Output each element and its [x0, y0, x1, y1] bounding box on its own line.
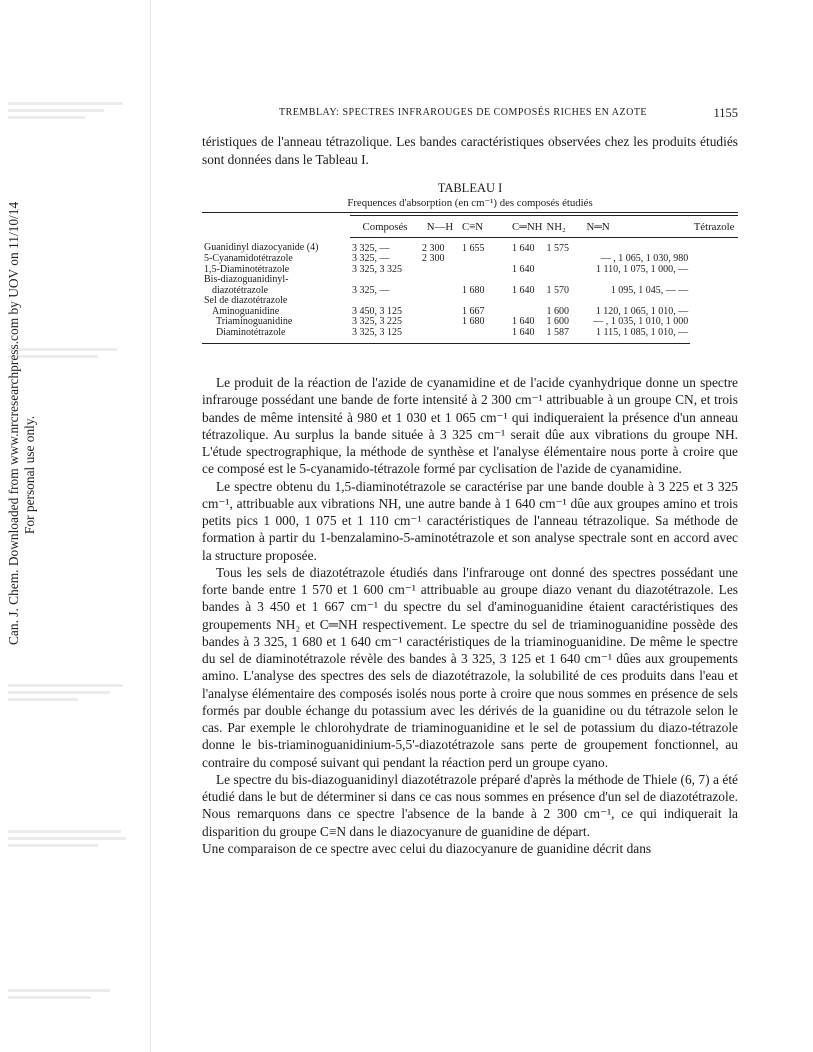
cell-name: Diaminotétrazole [202, 328, 350, 344]
cell-cn: 2 300 [422, 253, 445, 264]
cell-cn [420, 286, 460, 297]
cell-name: Guanidinyl diazocyanide (4) [204, 242, 319, 253]
cell-nh: 3 325, 3 225 [352, 316, 402, 327]
cell-tet [584, 275, 690, 286]
cell-cnh: 1 667 [462, 305, 485, 317]
col-header-nh: N—H [420, 216, 460, 238]
col-header-cn: C≡N [460, 216, 510, 238]
col-header-tetrazole: Tétrazole [690, 216, 738, 238]
cell-nn: 1 600 [546, 316, 569, 327]
col-header-composes: Composés [350, 216, 420, 238]
cell-tet: 1 110, 1 075, 1 000, — [596, 263, 689, 275]
cell-cn: 2 300 [422, 242, 445, 254]
cell-nh: 3 325, — [352, 242, 390, 254]
col-header-nn: N═N [584, 216, 690, 238]
cell-tet: 1 120, 1 065, 1 010, — [595, 305, 689, 317]
cell-name: Bis-diazoguanidinyl- [204, 274, 289, 285]
cell-cnh: 1 680 [462, 316, 485, 327]
paragraph: Le spectre du bis-diazoguanidinyl diazotétrazole préparé d'après la méthode de Thiele (6, 7) a été étudié dans le but de déterminer si dans ce cas nous sommes en présence d'un sel de diazotétrazole. Nous remarquons dans ce spectre l'absence de la bande à 2 300 cm⁻¹, ce qui indiquerait la disparition du groupe C≡N dans le diazocyanure de guanidine de départ. [202, 771, 738, 839]
table-row [202, 317, 738, 328]
lead-paragraph: téristiques de l'anneau tétrazolique. Les bandes caractéristiques observées chez les produits étudiés sont données dans le Tableau I. [202, 134, 738, 167]
cell-tet [584, 237, 690, 254]
col-header-nh2: NH₂ [544, 216, 584, 238]
paragraph: Le spectre obtenu du 1,5-diaminotétrazole se caractérise par une bande double à 3 225 et 3 325 cm⁻¹, attribuable aux vibrations NH, une autre bande à 1 640 cm⁻¹ dûe aux groupes amino et trois petits pics 1 000, 1 075 et 1 110 cm⁻¹ caractéristiques de l'anneau tétrazolique. Sa méthode de formation à partir du 1-benzalamino-5-aminotétrazole et son analyse spectrale sont en accord avec la structure proposée. [202, 478, 738, 563]
cell-nh: 3 450, 3 125 [352, 305, 402, 317]
table-row [202, 275, 738, 286]
cell-nh [350, 296, 420, 307]
body-text [202, 374, 738, 857]
watermark-line-1: Can. J. Chem. Downloaded from www.nrcresearchpress.com by UOV on 11/10/14 [6, 201, 21, 645]
faint-bleedthrough [8, 985, 136, 1003]
cell-cnh [460, 296, 510, 307]
table-row [202, 237, 738, 254]
cell-nn: 1 600 [546, 305, 569, 317]
cell-cnh [460, 275, 510, 286]
cell-tet: 1 095, 1 045, — — [610, 284, 689, 296]
cell-cn [420, 328, 460, 344]
cell-cn [420, 296, 460, 307]
cell-name: Aminoguanidine [212, 305, 280, 317]
cell-nn: 1 575 [546, 242, 569, 254]
cell-tet: — , 1 065, 1 030, 980 [600, 253, 689, 264]
cell-nn [544, 275, 584, 286]
cell-name: Triaminoguanidine [216, 316, 293, 327]
cell-cn [420, 275, 460, 286]
col-header-cnh: C═NH [510, 216, 544, 238]
table-header-row [202, 216, 738, 238]
cell-cnh [460, 328, 510, 344]
download-watermark [6, 201, 66, 645]
cell-tet [584, 296, 690, 307]
cell-name: Sel de diazotétrazole [204, 295, 288, 306]
cell-cn [420, 317, 460, 328]
cell-nh2: 1 640 [512, 242, 535, 254]
cell-nh2 [510, 254, 544, 265]
cell-nh: 3 325, — [352, 253, 390, 264]
cell-cn [420, 265, 460, 276]
watermark-line-2: For personal use only. [21, 415, 37, 535]
paragraph: Une comparaison de ce spectre avec celui du diazocyanure de guanidine décrit dans [202, 840, 652, 856]
faint-bleedthrough [8, 98, 136, 123]
faint-bleedthrough [8, 826, 136, 851]
cell-name: diazotétrazole [212, 284, 269, 296]
cell-nh: 3 325, 3 125 [350, 328, 420, 344]
absorption-table [202, 215, 738, 344]
cell-nh2 [510, 296, 544, 307]
page-number: 1155 [713, 106, 738, 120]
cell-nh2: 1 640 [512, 263, 535, 275]
table-top-rule [202, 212, 738, 213]
table-row [202, 296, 738, 307]
cell-nn: 1 570 [546, 284, 569, 296]
cell-nh2: 1 640 [510, 328, 544, 344]
cell-name: 1,5-Diaminotétrazole [204, 263, 290, 275]
cell-tet: 1 115, 1 085, 1 010, — [584, 328, 690, 344]
cell-nn [544, 296, 584, 307]
table-row [202, 254, 738, 265]
cell-nh: 3 325, 3 325 [352, 263, 402, 275]
faint-bleedthrough [8, 680, 136, 705]
running-title: TREMBLAY: SPECTRES INFRAROUGES DE COMPOSÉS RICHES EN AZOTE [279, 107, 648, 118]
cell-nn [544, 254, 584, 265]
cell-cn [420, 307, 460, 318]
cell-name: 5-Cyanamidotétrazole [204, 253, 293, 264]
cell-nh: 3 325, — [352, 284, 390, 296]
cell-nn [544, 265, 584, 276]
cell-cnh: 1 655 [462, 242, 485, 254]
cell-nn: 1 587 [544, 328, 584, 344]
table-row [202, 328, 738, 344]
cell-cnh: 1 680 [462, 284, 485, 296]
cell-nh [350, 275, 420, 286]
cell-nh2: 1 640 [512, 284, 535, 296]
table-subcaption: Frequences d'absorption (en cm⁻¹) des composés étudiés [347, 197, 593, 209]
table-caption: TABLEAU I [437, 181, 503, 195]
cell-nh2 [510, 275, 544, 286]
cell-nh2: 1 640 [512, 316, 535, 327]
cell-cnh [460, 254, 510, 265]
cell-cnh [460, 265, 510, 276]
cell-tet: — , 1 035, 1 010, 1 000 [593, 316, 689, 327]
paragraph: Tous les sels de diazotétrazole étudiés dans l'infrarouge ont donné des spectres possédant une forte bande entre 1 570 et 1 600 cm⁻¹ attribuable au groupe diazo venant du diazotétrazole. Les bandes à 3 450 et 1 667 cm⁻¹ du spectre du sel d'aminoguanidine étaient caractéristiques des groupements NH₂ et C═NH respectivement. Le spectre du sel de triaminoguanidine possède des bandes à 3 325, 1 680 et 1 640 cm⁻¹ caractéristiques de la triaminoguanidine. De même le spectre du sel de diaminotétrazole révèle des bandes à 3 325, 3 125 et 1 640 cm⁻¹ dûes aux groupements amino. L'analyse des spectres des sels de diazotétrazole, la solubilité de ces produits dans l'eau et l'analyse élémentaire des composés isolés nous porte à croire que nous sommes en présence de sels formés par double échange du potassium avec les dérivés de la guanidine ou du tétrazole selon le cas. Par exemple le chlorohydrate de triaminoguanidine et le sel de potassium du diazo-tétrazole donne le bis-triaminoguanidinium-5,5'-diazotétrazole sans perte de groupement fonctionnel, au contraire du composé suivant qui pendant la réaction perd un groupe cyano. [202, 564, 738, 770]
paragraph: Le produit de la réaction de l'azide de cyanamidine et de l'acide cyanhydrique donne un spectre infrarouge possédant une bande de forte intensité à 2 300 cm⁻¹ attribuable à un groupe CN, et trois bandes de même intensité à 980 et 1 030 et 1 065 cm⁻¹ qui indiqueraient la présence d'un anneau tétrazolique. Au surplus la bande située à 3 325 cm⁻¹ serait dûe aux vibrations du groupe NH. L'étude spectrographique, la méthode de synthèse et l'analyse élémentaire nous porte à croire que ce composé est le 5-cyanamido-tétrazole formé par cyclisation de l'azide de cyanamidine. [202, 375, 738, 477]
